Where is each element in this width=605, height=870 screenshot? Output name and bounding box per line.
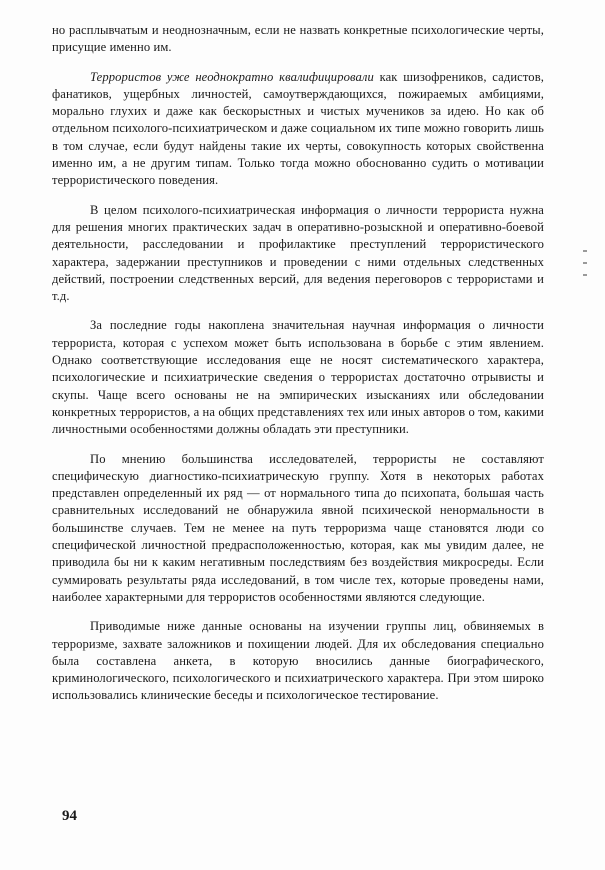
paragraph-4: За последние годы накоплена значительная научная информация о личности террориста, которая с успехом может быть использована в борьбе с этим явлением. Однако соответствующие исследования еще не носят систематического характера, психологические и психиатрические сведения о террористах достаточно отрывисты и скупы. Чаще всего основаны не на эмпирических изысканиях или обследовании конкретных террористов, а на общих представлениях тех или иных авторов о том, какими личностными особенностями должны обладать эти преступники. (52, 318, 544, 437)
scan-mark (583, 262, 587, 264)
paragraph-2: Террористов уже неоднократно квалифицировали как шизофреников, садистов, фанатиков, ущербных личностей, самоутверждающихся, пожираемых амбициями, морально глухих и даже как бескорыстных и чистых мучеников за идею. Но как об отдельном психолого-психиатрическом и даже социальном их типе можно говорить лишь в том случае, если будут найдены такие их черты, совокупность которых свойственна именно им, а не другим типам. Только тогда можно обоснованно судить о мотивации террористического поведения. (52, 69, 545, 188)
body-text (52, 22, 544, 705)
page-number: 94 (62, 808, 77, 824)
italic-lead: Террористов уже неоднократно квалифицировали (90, 69, 374, 84)
scan-mark (583, 250, 587, 252)
scan-mark (583, 274, 587, 276)
paragraph-6: Приводимые ниже данные основаны на изучении группы лиц, обвиняемых в терроризме, захвате заложников и похищении людей. Для их обследования специально была составлена анкета, в которую вносились данные биографического, криминологического, психологического и психиатрического характера. При этом широко использовались клинические беседы и психологическое тестирование. (52, 619, 544, 703)
paragraph-5: По мнению большинства исследователей, террористы не составляют специфическую диагностико-психиатрическую группу. Хотя в некоторых работах представлен определенный их ряд — от нормального типа до психопата, большая часть сравнительных исследований не обнаружила явной психической ненормальности в большинстве случаев. Тем не менее на путь терроризма чаще становятся люди со специфической личностной предрасположенностью, которая, как мы увидим далее, не приводила бы ни к каким негативным последствиям без воздействия микросреды. Если суммировать результаты ряда исследований, в том числе тех, которые проведены нами, наиболее характерными для террористов особенностями являются следующие. (52, 451, 544, 604)
paragraph-3: В целом психолого-психиатрическая информация о личности террориста нужна для решения многих практических задач в оперативно-розыскной и оперативно-боевой деятельности, расследовании и профилактике преступлений террористического характера, задержании преступников и проведении с ними отдельных следственных действий, построении следственных версий, для ведения переговоров с террористами и т.д. (52, 202, 544, 304)
paragraph-1: но расплывчатым и неоднозначным, если не назвать конкретные психологические черты, присущие именно им. (52, 23, 544, 55)
